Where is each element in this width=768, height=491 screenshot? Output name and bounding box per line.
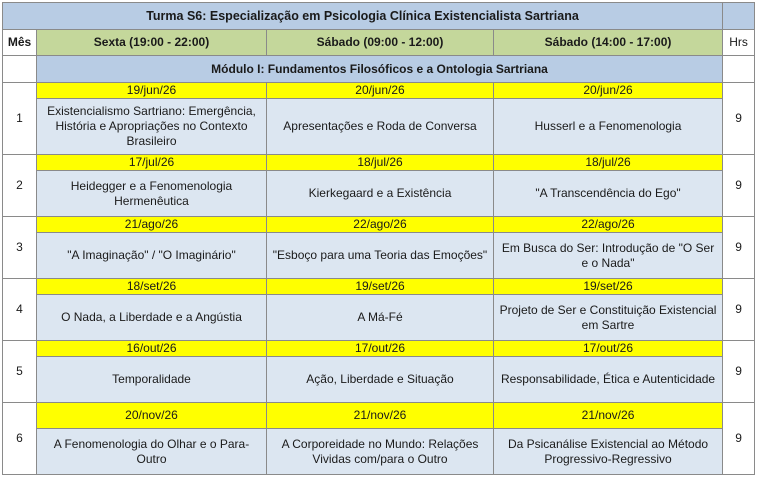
date-cell: 17/jul/26 — [37, 155, 267, 171]
month-number: 1 — [3, 83, 37, 155]
month-number: 2 — [3, 155, 37, 217]
topic-cell: "A Transcendência do Ego" — [494, 171, 723, 217]
date-cell: 19/jun/26 — [37, 83, 267, 99]
topic-cell: A Corporeidade no Mundo: Relações Vividas com/para o Outro — [267, 429, 494, 475]
date-cell: 17/out/26 — [494, 341, 723, 357]
topic-cell: Temporalidade — [37, 357, 267, 403]
module-blank-cell — [3, 56, 37, 83]
date-cell: 18/set/26 — [37, 279, 267, 295]
topic-cell: O Nada, a Liberdade e a Angústia — [37, 295, 267, 341]
topic-cell: Projeto de Ser e Constituição Existencial em Sartre — [494, 295, 723, 341]
date-row — [3, 403, 755, 429]
month-number: 6 — [3, 403, 37, 475]
topic-cell: Em Busca do Ser: Introdução de "O Ser e o Nada" — [494, 233, 723, 279]
title-blank-cell — [723, 3, 755, 30]
topic-row — [3, 357, 755, 403]
month-number: 4 — [3, 279, 37, 341]
date-cell: 21/nov/26 — [267, 403, 494, 429]
topic-row — [3, 233, 755, 279]
header-saturday-afternoon: Sábado (14:00 - 17:00) — [494, 30, 723, 56]
topic-cell: Existencialismo Sartriano: Emergência, História e Apropriações no Contexto Brasileiro — [37, 99, 267, 155]
date-cell: 20/jun/26 — [267, 83, 494, 99]
topic-row — [3, 429, 755, 475]
topic-cell: A Fenomenologia do Olhar e o Para-Outro — [37, 429, 267, 475]
topic-cell: "Esboço para uma Teoria das Emoções" — [267, 233, 494, 279]
topic-cell: Da Psicanálise Existencial ao Método Progressivo-Regressivo — [494, 429, 723, 475]
date-row — [3, 217, 755, 233]
date-cell: 22/ago/26 — [267, 217, 494, 233]
date-row — [3, 83, 755, 99]
topic-row — [3, 295, 755, 341]
date-cell: 16/out/26 — [37, 341, 267, 357]
topic-cell: Responsabilidade, Ética e Autenticidade — [494, 357, 723, 403]
date-cell: 20/jun/26 — [494, 83, 723, 99]
date-cell: 20/nov/26 — [37, 403, 267, 429]
topic-cell: "A Imaginação" / "O Imaginário" — [37, 233, 267, 279]
hours-cell: 9 — [723, 403, 755, 475]
date-cell: 21/ago/26 — [37, 217, 267, 233]
schedule-table — [2, 2, 755, 475]
header-saturday-morning: Sábado (09:00 - 12:00) — [267, 30, 494, 56]
topic-cell: Kierkegaard e a Existência — [267, 171, 494, 217]
topic-cell: Husserl e a Fenomenologia — [494, 99, 723, 155]
date-cell: 18/jul/26 — [267, 155, 494, 171]
date-cell: 17/out/26 — [267, 341, 494, 357]
table-title: Turma S6: Especialização em Psicologia Clínica Existencialista Sartriana — [3, 3, 723, 30]
date-cell: 19/set/26 — [494, 279, 723, 295]
date-cell: 18/jul/26 — [494, 155, 723, 171]
topic-cell: Apresentações e Roda de Conversa — [267, 99, 494, 155]
topic-cell: Heidegger e a Fenomenologia Hermenêutica — [37, 171, 267, 217]
hours-cell: 9 — [723, 279, 755, 341]
hours-cell: 9 — [723, 217, 755, 279]
module-title: Módulo I: Fundamentos Filosóficos e a Ontologia Sartriana — [37, 56, 723, 83]
hours-cell: 9 — [723, 83, 755, 155]
topic-row — [3, 171, 755, 217]
header-hrs: Hrs — [723, 30, 755, 56]
topic-row — [3, 99, 755, 155]
hours-cell: 9 — [723, 341, 755, 403]
date-cell: 19/set/26 — [267, 279, 494, 295]
topic-cell: Ação, Liberdade e Situação — [267, 357, 494, 403]
date-row — [3, 341, 755, 357]
date-row — [3, 155, 755, 171]
date-cell: 22/ago/26 — [494, 217, 723, 233]
module-blank-cell-right — [723, 56, 755, 83]
hours-cell: 9 — [723, 155, 755, 217]
date-row — [3, 279, 755, 295]
topic-cell: A Má-Fé — [267, 295, 494, 341]
month-number: 5 — [3, 341, 37, 403]
header-mes: Mês — [3, 30, 37, 56]
header-friday-evening: Sexta (19:00 - 22:00) — [37, 30, 267, 56]
date-cell: 21/nov/26 — [494, 403, 723, 429]
month-number: 3 — [3, 217, 37, 279]
